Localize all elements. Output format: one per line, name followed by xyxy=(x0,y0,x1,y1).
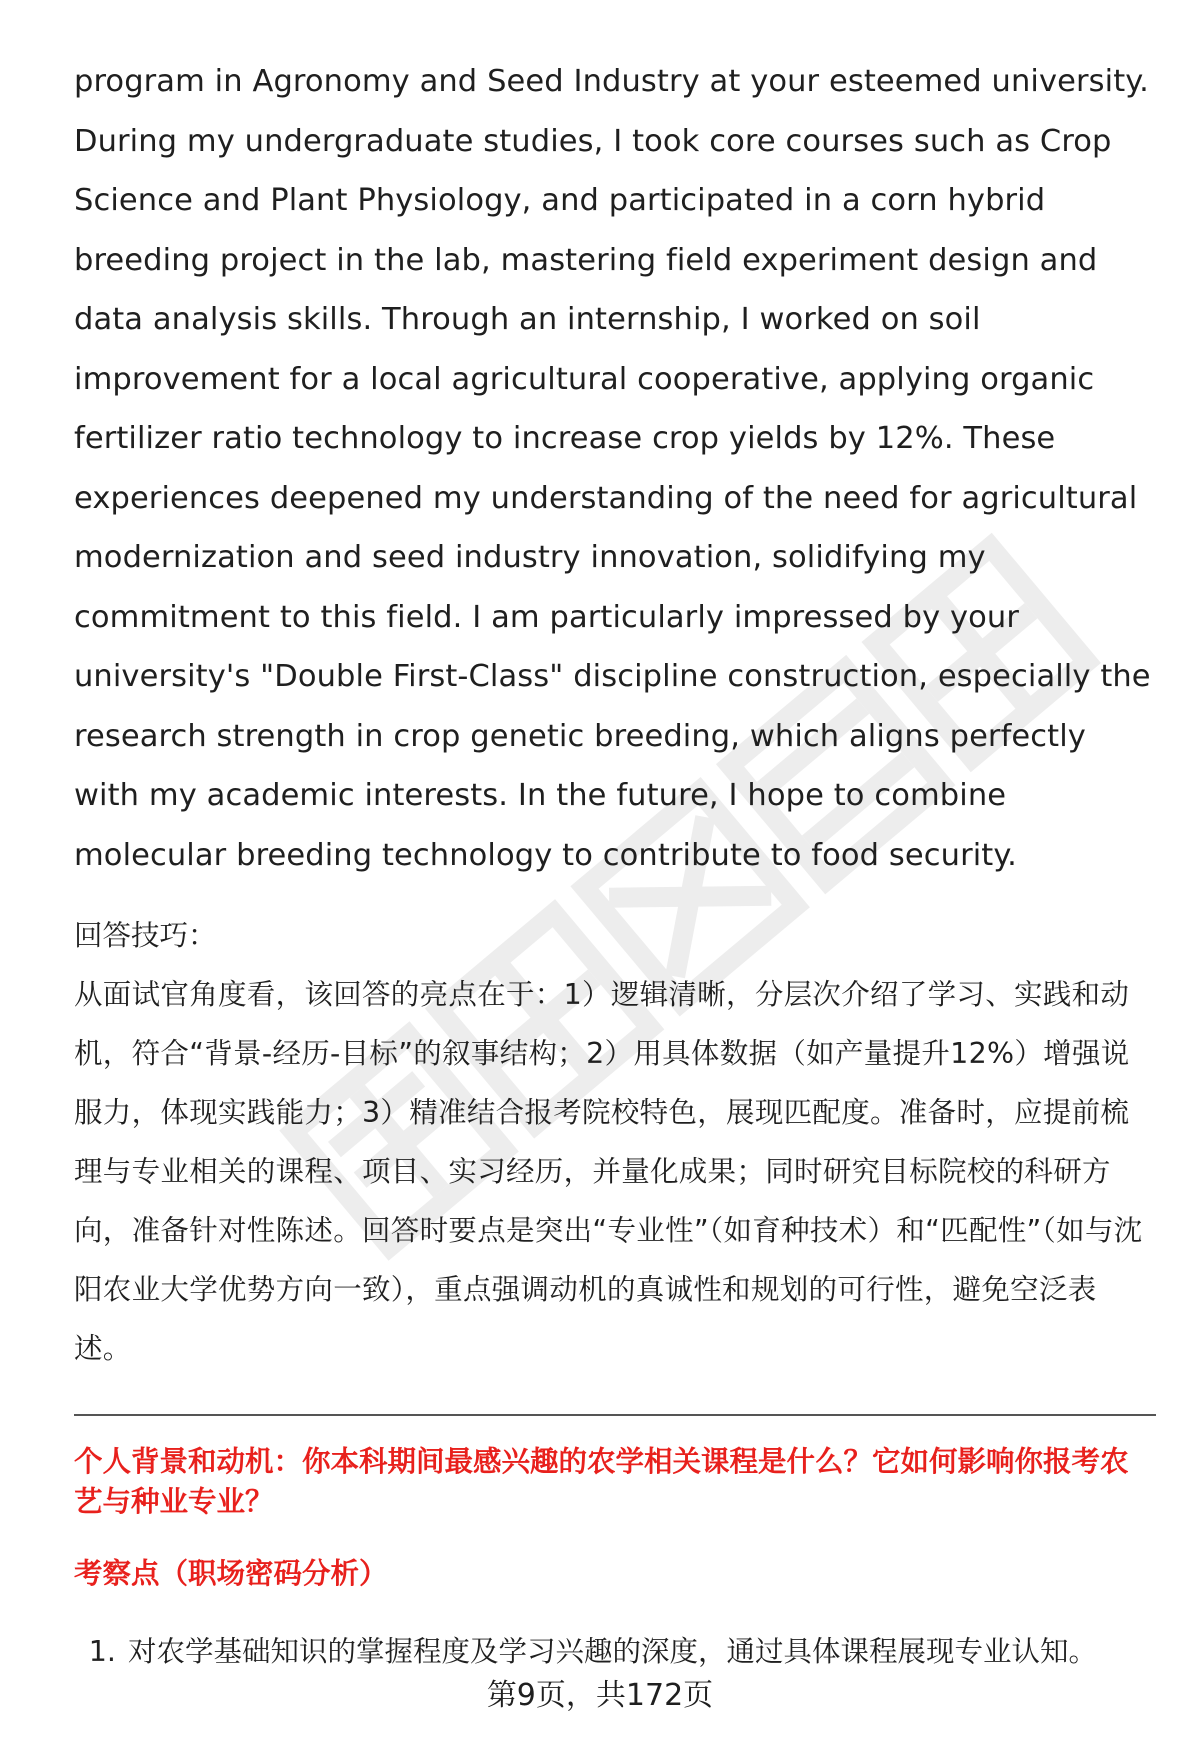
page-content xyxy=(74,52,1154,1672)
sample-answer-text: program in Agronomy and Seed Industry at your esteemed university. During my undergraduate studies, I took core courses such as Crop Science and Plant Physiology, and participated in a corn hybrid breeding project in the lab, mastering field experiment design and data analysis skills. Through an internship, I worked on soil improvement for a local agricultural cooperative, applying organic fertilizer ratio technology to increase crop yields by 12%. These experiences deepened my understanding of the need for agricultural modernization and seed industry innovation, solidifying my commitment to this field. I am particularly impressed by your university's "Double First-Class" discipline construction, especially the research strength in crop genetic breeding, which aligns perfectly with my academic interests. In the future, I hope to combine molecular breeding technology to contribute to food security. xyxy=(74,64,1151,873)
section-divider xyxy=(74,1414,1156,1416)
answer-tips-text: 从面试官角度看，该回答的亮点在于：1）逻辑清晰，分层次介绍了学习、实践和动机，符合“背景-经历-目标”的叙事结构；2）用具体数据（如产量提升12%）增强说服力，体现实践能力；3）精准结合报考院校特色，展现匹配度。准备时，应提前梳理与专业相关的课程、项目、实习经历，并量化成果；同时研究目标院校的科研方向，准备针对性陈述。回答时要点是突出“专业性”（如育种技术）和“匹配性”（如与沈阳农业大学优势方向一致），重点强调动机的真诚性和规划的可行性，避免空泛表述。 xyxy=(74,978,1143,1365)
list-item-number: 1. xyxy=(88,1635,116,1668)
list-item xyxy=(74,1632,1154,1672)
page-number: 第9页，共172页 xyxy=(486,1678,714,1713)
answer-tips-label: 回答技巧： xyxy=(74,919,217,952)
interview-question: 个人背景和动机：你本科期间最感兴趣的农学相关课程是什么？它如何影响你报考农艺与种业专业？ xyxy=(74,1445,1129,1518)
assessment-points-list xyxy=(74,1632,1154,1672)
assessment-heading: 考察点（职场密码分析） xyxy=(74,1557,388,1590)
list-item-text: 对农学基础知识的掌握程度及学习兴趣的深度，通过具体课程展现专业认知。 xyxy=(128,1635,1098,1668)
